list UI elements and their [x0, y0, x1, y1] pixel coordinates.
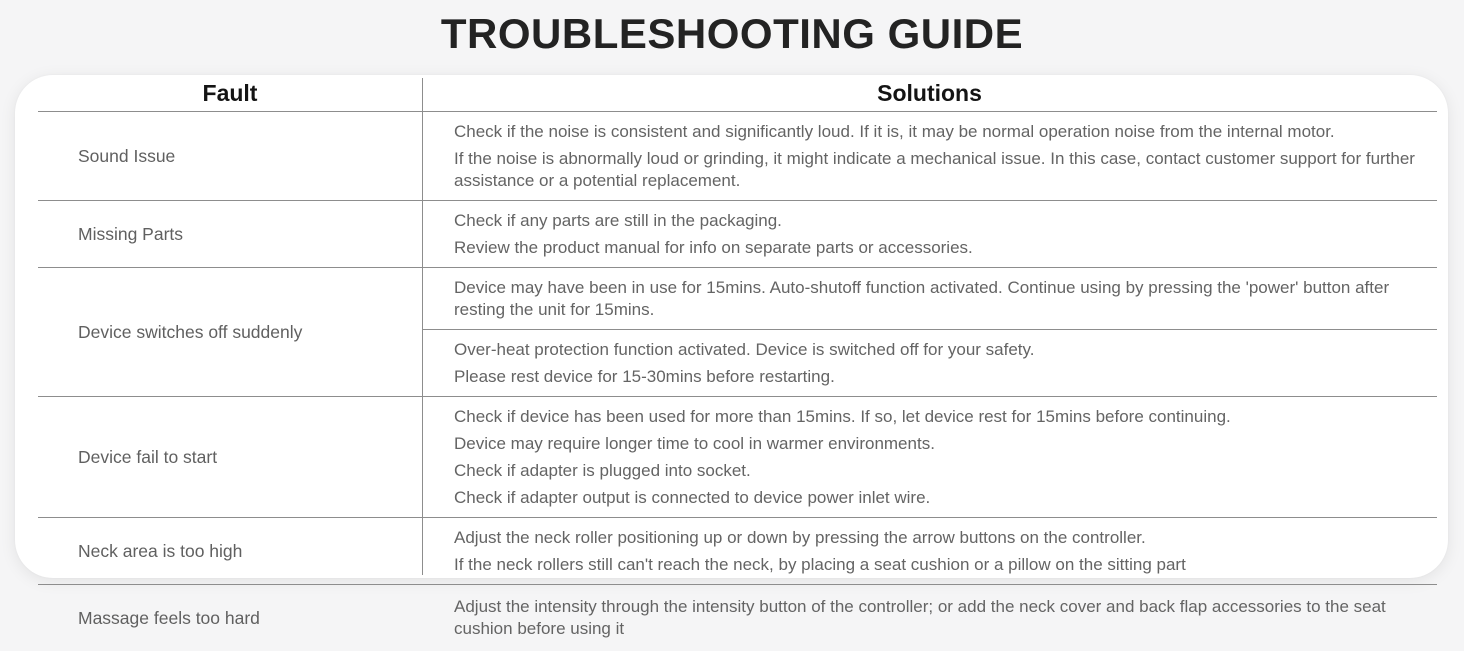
- fault-cell: [38, 585, 422, 651]
- troubleshooting-table: [38, 75, 1437, 638]
- solution-text: Device may require longer time to cool in warmer environments.: [454, 433, 935, 453]
- table-row-device-switches-off: [38, 267, 1437, 396]
- table-row-sound-issue: [38, 111, 1437, 200]
- solutions-cell: [422, 585, 1437, 651]
- solution-text: Over-heat protection function activated. Device is switched off for your safety.: [454, 339, 1035, 359]
- table-row-device-fail-to-start: [38, 396, 1437, 517]
- fault-label: Sound Issue: [78, 145, 176, 166]
- fault-cell: [38, 112, 422, 200]
- solution-text: Check if the noise is consistent and significantly loud. If it is, it may be normal operation noise from the internal motor.: [454, 121, 1335, 141]
- solutions-cell: [422, 329, 1437, 396]
- table-header-row: [38, 75, 1437, 111]
- fault-label: Neck area is too high: [78, 540, 243, 561]
- fault-label: Missing Parts: [78, 223, 184, 244]
- solution-text: If the neck rollers still can't reach the neck, by placing a seat cushion or a pillow on the sitting part: [454, 554, 1186, 574]
- table-row-massage-too-hard: [38, 584, 1437, 651]
- fault-label: Device fail to start: [78, 446, 218, 467]
- column-divider: [422, 78, 423, 575]
- fault-cell: [38, 268, 422, 396]
- solution-text: Adjust the intensity through the intensity button of the controller; or add the neck cover and back flap accessories to the seat cushion before using it: [454, 597, 1386, 638]
- solution-text: Adjust the neck roller positioning up or down by pressing the arrow buttons on the controller.: [454, 527, 1146, 547]
- table-row-neck-area-too-high: [38, 517, 1437, 584]
- fault-column-header: Fault: [202, 79, 258, 106]
- solutions-column-header: Solutions: [877, 79, 982, 106]
- solution-text: If the noise is abnormally loud or grinding, it might indicate a mechanical issue. In this case, contact customer support for further assistance or a potential replacement.: [454, 148, 1415, 190]
- solutions-cell: [422, 518, 1437, 584]
- solution-text: Please rest device for 15-30mins before restarting.: [454, 366, 835, 386]
- solution-text: Check if any parts are still in the packaging.: [454, 210, 782, 230]
- solutions-cell: [422, 268, 1437, 329]
- solutions-cell: [422, 397, 1437, 517]
- fault-cell: [38, 201, 422, 267]
- solutions-cell: [422, 112, 1437, 200]
- fault-label: Massage feels too hard: [78, 607, 260, 628]
- solution-text: Check if adapter output is connected to device power inlet wire.: [454, 487, 931, 507]
- solution-text: Review the product manual for info on separate parts or accessories.: [454, 237, 973, 257]
- solutions-cell: [422, 201, 1437, 267]
- table-row-missing-parts: [38, 200, 1437, 267]
- solutions-subrows: [422, 268, 1437, 396]
- troubleshooting-card: [15, 75, 1448, 638]
- fault-cell: [38, 518, 422, 584]
- solution-text: Check if device has been used for more than 15mins. If so, let device rest for 15mins before continuing.: [454, 406, 1231, 426]
- fault-cell: [38, 397, 422, 517]
- solution-text: Device may have been in use for 15mins. Auto-shutoff function activated. Continue using by pressing the 'power' button after resting the unit for 15mins.: [454, 277, 1390, 319]
- page-title: TROUBLESHOOTING GUIDE: [440, 10, 1024, 57]
- solution-text: Check if adapter is plugged into socket.: [454, 460, 751, 480]
- fault-label: Device switches off suddenly: [78, 321, 303, 342]
